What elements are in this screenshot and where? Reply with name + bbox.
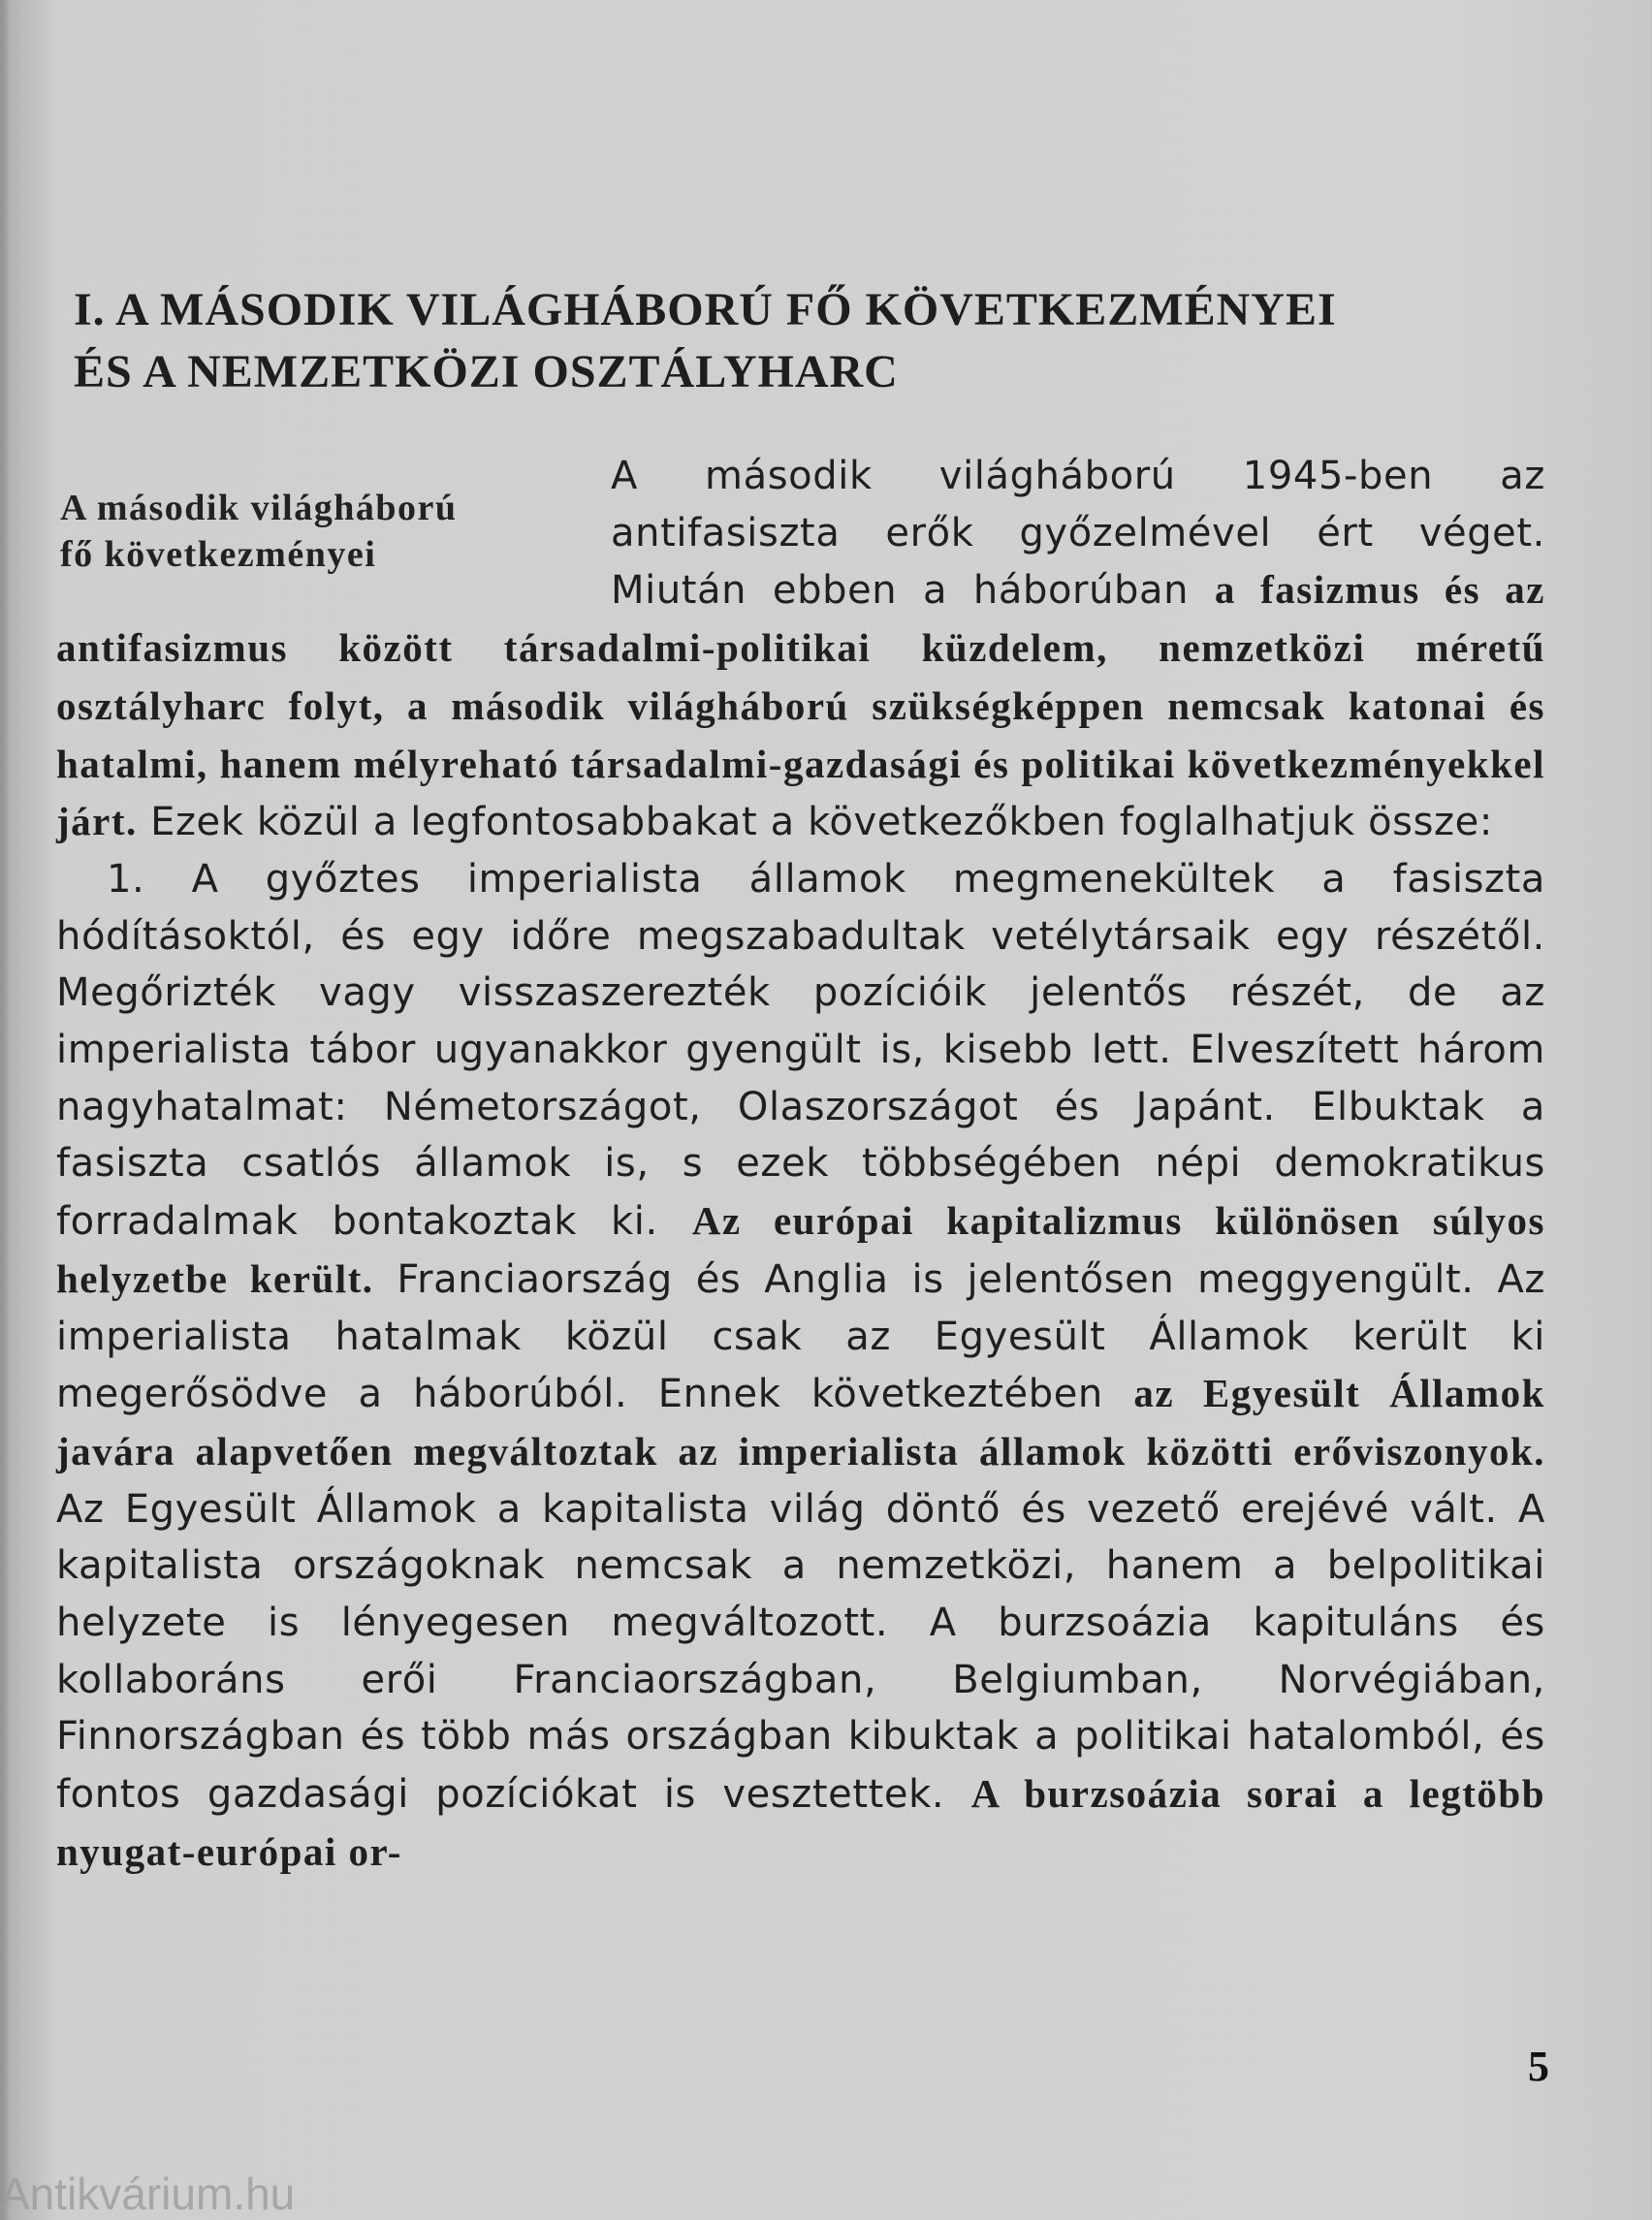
side-heading-spacer: [56, 448, 611, 613]
paragraph-2-text-1: 1. A győztes imperialista államok megmenekültek a fasiszta hódításoktól, és egy időre megszabadultak vetélytársaik egy részétől. Megőrizték vagy visszaszerezték pozícióik jelentős részét, de az imperialista tábor ugyanakkor gyengült is, kisebb lett. Elveszített három nagyhatalmat: Németországot, Olaszországot és Japánt. Elbuktak a fasiszta csatlós államok is, s ezek többségében népi demokratikus forradalmak bontakoztak ki.: [56, 856, 1545, 1245]
paragraph-2-text-2: Franciaország és Anglia is jelentősen meggyengült. Az imperialista hatalmak közül csak az Egyesült Államok került ki megerősödve a háborúból. Ennek következtében: [56, 1256, 1546, 1417]
paragraph-2-bold-2: az Egyesült Államok javára alapvetően megváltoztak az imperialista államok közötti erőviszonyok.: [56, 1371, 1545, 1474]
paragraph-2-bold-3: A burzsoázia sorai a legtöbb nyugat-európai or-: [56, 1771, 1545, 1874]
chapter-title-line-1: I. A MÁSODIK VILÁGHÁBORÚ FŐ KÖVETKEZMÉNYEI: [74, 284, 1337, 335]
body-text: [56, 448, 1545, 1882]
side-heading-line-1: A második világháború: [60, 488, 458, 528]
paragraph-1-bold-1: a fasizmus és az antifasizmus között társadalmi-politikai küzdelem, nemzetközi méretű osztályharc folyt, a második világháború szükségképpen nemcsak katonai és hatalmi, hanem mélyreható társadalmi-gazdasági és politikai következményekkel járt.: [56, 567, 1545, 844]
paragraph-2: [56, 851, 1545, 1882]
paragraph-2-text-3: Az Egyesült Államok a kapitalista világ döntő és vezető erejévé vált. A kapitalista országoknak nemcsak a nemzetközi, hanem a belpolitikai helyzete is lényegesen megváltozott. A burzsoázia kapituláns és kollaboráns erői Franciaországban, Belgiumban, Norvégiában, Finnországban és több más országban kibuktak a politikai hatalomból, és fontos gazdasági pozíciókat is vesztettek.: [56, 1486, 1545, 1818]
chapter-title-line-2: ÉS A NEMZETKÖZI OSZTÁLYHARC: [74, 346, 899, 397]
side-heading-line-2: fő következményei: [60, 534, 377, 575]
paragraph-1-text-1: A második világháború 1945-ben az antifasiszta erők győzelmével ért véget. Miután ebben a háborúban: [611, 454, 1545, 614]
paragraph-2-bold-1: Az európai kapitalizmus különösen súlyos helyzetbe került.: [56, 1198, 1545, 1301]
page-number: 5: [1528, 2043, 1549, 2090]
watermark: Antikvárium.hu: [0, 2169, 296, 2219]
chapter-title: [74, 279, 1547, 403]
paragraph-1-text-2: Ezek közül a legfontosabbakat a következőkben foglalhatjuk össze:: [137, 800, 1493, 845]
